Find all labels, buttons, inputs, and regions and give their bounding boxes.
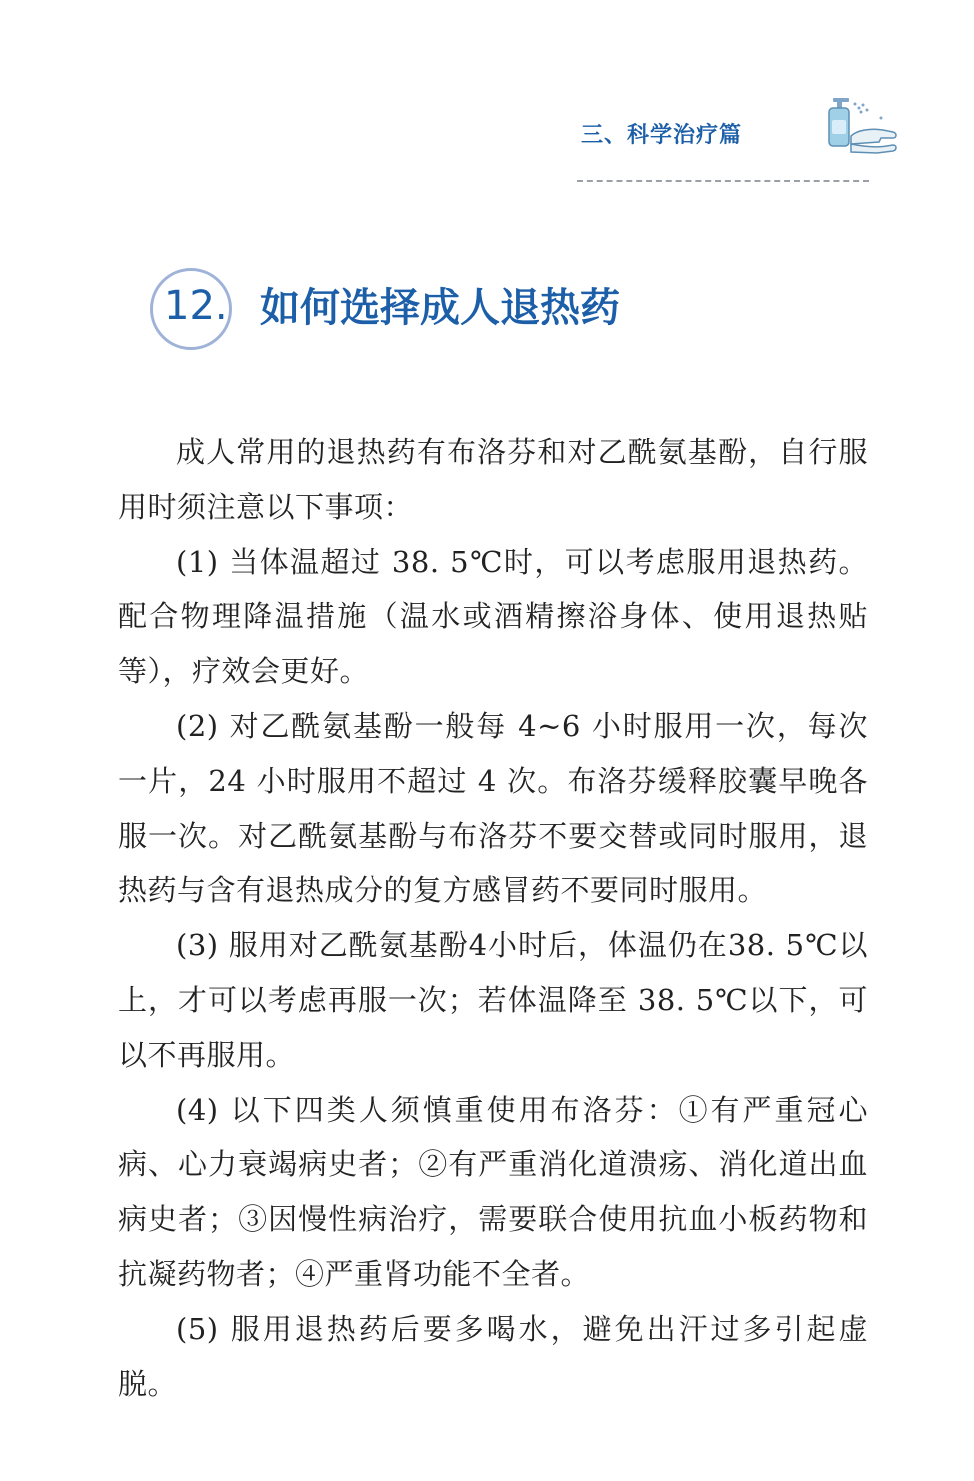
article-title-block <box>150 268 790 360</box>
page-header <box>577 96 907 186</box>
item-paragraph-3: (3) 服用对乙酰氨基酚4小时后，体温仍在38. 5℃以上，才可以考虑再服一次；若体温降至 38. 5℃以下，可以不再服用。 <box>118 928 868 1072</box>
intro-paragraph: 成人常用的退热药有布洛芬和对乙酰氨基酚，自行服用时须注意以下事项： <box>118 435 868 524</box>
hand-sanitizer-icon <box>821 96 901 158</box>
item-paragraph-1: (1) 当体温超过 38. 5℃时，可以考虑服用退热药。配合物理降温措施（温水或酒精擦浴身体、使用退热贴等），疗效会更好。 <box>118 544 868 689</box>
item-paragraph-5: (5) 服用退热药后要多喝水，避免出汗过多引起虚脱。 <box>118 1311 868 1401</box>
article-number: 12. <box>164 283 228 329</box>
item-paragraph-4: (4) 以下四类人须慎重使用布洛芬：①有严重冠心病、心力衰竭病史者；②有严重消化道溃疡、消化道出血病史者；③因慢性病治疗，需要联合使用抗血小板药物和抗凝药物者；④严重肾功能不全者。 <box>118 1092 868 1291</box>
section-title: 三、科学治疗篇 <box>581 123 743 148</box>
article-body <box>118 425 868 1411</box>
article-title: 如何选择成人退热药 <box>260 285 620 331</box>
header-divider <box>577 180 869 182</box>
item-paragraph-2: (2) 对乙酰氨基酚一般每 4~6 小时服用一次，每次一片，24 小时服用不超过 4 次。布洛芬缓释胶囊早晚各服一次。对乙酰氨基酚与布洛芬不要交替或同时服用，退热药与含有退热成分的复方感冒药不要同时服用。 <box>118 708 868 908</box>
